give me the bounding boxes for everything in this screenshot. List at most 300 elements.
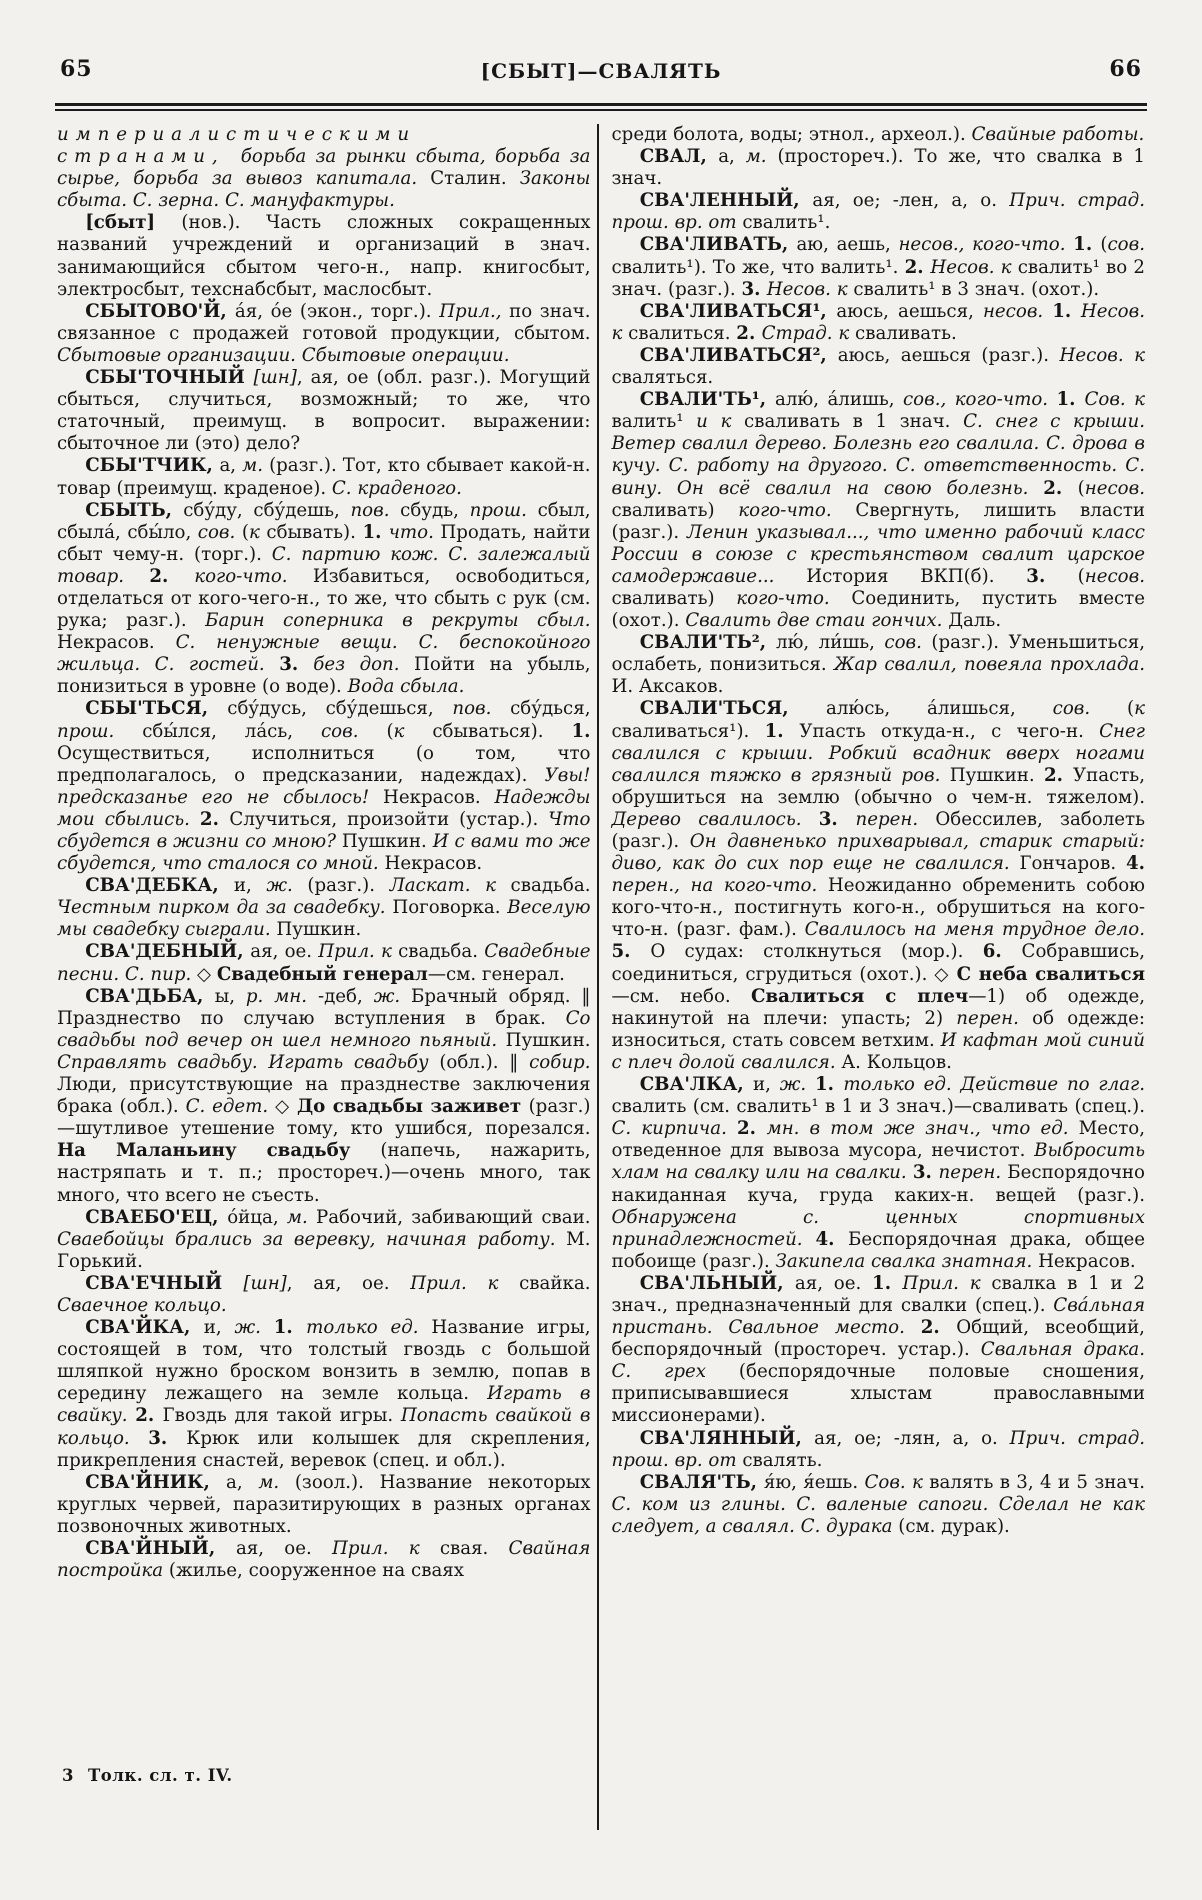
text-segment: СВА'ЙКА,	[85, 1317, 204, 1339]
text-segment: История ВКП(б).	[806, 565, 1027, 587]
text-segment: (	[1077, 477, 1085, 499]
text-segment: Сбытовые организации. Сбытовые операции.	[57, 344, 510, 366]
text-segment: (	[1077, 565, 1085, 587]
dictionary-entry	[57, 1472, 591, 1538]
signature-mark: 3	[62, 1766, 74, 1785]
text-segment: а,	[219, 455, 243, 477]
text-segment: С. ненужные вещи. С. беспокойного жильца. С. гостей.	[57, 632, 591, 676]
text-segment: 2.	[135, 1405, 163, 1427]
text-segment: 1.	[872, 1272, 903, 1294]
text-segment: Законы сбыта. С. зерна. С. мануфактуры.	[57, 168, 591, 212]
text-segment: 3.	[741, 278, 767, 300]
text-segment: СВАЛИ'ТЬСЯ,	[639, 698, 827, 720]
text-segment: Снег свалился с крыши. Робкий всадник вверх ногами свалился тяжко в грязный ров.	[611, 720, 1145, 786]
page-header	[57, 56, 1145, 96]
text-segment: Даль.	[948, 610, 1002, 632]
text-segment: Свадебные песни. С. пир.	[57, 941, 591, 985]
text-segment: Попасть свайкой в кольцо.	[57, 1405, 591, 1449]
dictionary-entry	[612, 632, 1146, 698]
text-segment: и,	[233, 875, 267, 897]
text-segment: СВА'ЙНЫЙ,	[85, 1538, 236, 1559]
text-segment: СБЫ'ТЬСЯ,	[85, 698, 228, 720]
text-segment: М. Горький.	[57, 1228, 591, 1272]
text-segment: свалить (см. свалить¹ в 1 и 3 знач.)—сваливать (спец.).	[611, 1096, 1145, 1118]
text-segment: Прил. к	[902, 1272, 992, 1294]
text-segment: только ед. Действие по	[843, 1074, 1099, 1096]
text-segment: [сбыт]	[85, 212, 182, 234]
text-segment: Пушкин.	[276, 919, 362, 941]
text-segment: (разг.). Уменьшиться, ослабеть, понизиться.	[611, 632, 1145, 676]
text-segment: кого-что.	[194, 565, 313, 587]
text-segment: свадьба.	[510, 875, 591, 897]
text-segment: несов.	[1084, 565, 1145, 587]
text-segment: (нов.). Часть сложных сокращенных названий учреждений и организаций в знач. занимающийся сбытом чего-н., напр. книгосбыт, электросбыт, техснабсбыт, маслосбыт.	[57, 212, 591, 300]
text-segment: несов.	[982, 300, 1053, 322]
text-segment: Пойти на убыль, понизиться в уровне (о воде).	[57, 654, 591, 698]
dictionary-entry	[57, 941, 591, 985]
text-segment: перен., на кого-что.	[611, 875, 828, 897]
text-segment: прош.	[57, 720, 143, 742]
text-segment: Страд. к	[761, 322, 856, 344]
dictionary-entry	[612, 1428, 1146, 1472]
text-segment: пов.	[350, 499, 401, 521]
text-segment: 3.	[148, 1427, 187, 1449]
text-segment: а,	[718, 146, 746, 168]
text-segment: Сваечное кольцо.	[57, 1294, 227, 1316]
text-segment: 1.	[273, 1317, 307, 1339]
text-segment: Сва́льная пристань. Свальное место.	[611, 1294, 1145, 1339]
text-segment: сваливать)	[611, 499, 739, 521]
dictionary-entry	[612, 698, 1146, 1074]
text-segment: СВА'ДЬБА,	[85, 985, 215, 1007]
text-segment: свалить¹.	[742, 212, 831, 234]
text-segment: о́йца,	[227, 1206, 287, 1228]
text-segment: ы,	[214, 985, 246, 1007]
right-column	[599, 124, 1146, 1834]
dictionary-entry	[612, 234, 1146, 300]
text-segment: СВА'ЛИВАТЬ,	[639, 234, 797, 256]
text-segment: Поговорка.	[392, 897, 508, 919]
text-segment: Гончаров.	[1019, 853, 1126, 875]
text-segment: (напечь, нажарить, настряпать и т. п.; простореч.)—очень много, так много, что всего не съесть.	[57, 1140, 591, 1206]
text-segment: Брачный обряд. ‖ Празднество по случаю вступления в брак.	[57, 985, 591, 1029]
text-segment: Свальная драка. С. грех	[611, 1339, 1145, 1383]
text-segment: ж.	[234, 1317, 274, 1339]
text-segment: До свадьбы заживет	[297, 1096, 529, 1118]
text-segment: без доп.	[313, 654, 415, 676]
running-title: [СБЫТ]—СВАЛЯТЬ	[480, 59, 722, 83]
text-segment: империалистическими странами,	[57, 124, 416, 168]
text-segment: свайка.	[519, 1272, 591, 1294]
text-segment: Надежды мои сбылись.	[57, 786, 591, 830]
text-segment: С. ком из глины. С. валеные сапоги. Сделал не как следует, а свалял. С. дурака	[611, 1493, 1145, 1537]
text-segment: -деб,	[317, 985, 374, 1007]
text-segment: глаг.	[1098, 1074, 1146, 1096]
text-segment: ◇	[197, 963, 217, 985]
text-segment: собир.	[529, 1051, 591, 1073]
text-segment: ж.	[266, 875, 308, 897]
text-segment: борьба за рынки сбыта, борьба за сырье, борьба за вывоз капитала.	[57, 146, 591, 190]
dictionary-entry	[612, 146, 1146, 190]
text-segment: м.	[242, 455, 270, 477]
text-segment: свалять.	[742, 1449, 823, 1471]
text-segment: 2.	[736, 1118, 767, 1140]
text-segment: ая, ое; -лен, а, о.	[812, 190, 1010, 212]
text-segment: Прил.,	[439, 300, 510, 322]
text-segment: Несов. к	[930, 256, 1018, 278]
text-segment: 1.	[1056, 389, 1085, 411]
text-segment: к	[248, 521, 267, 543]
text-segment: р. мн.	[245, 985, 318, 1007]
text-segment: свалить¹). То же, что валить¹.	[611, 256, 905, 278]
text-segment: Гвоздь для такой игры.	[162, 1405, 401, 1427]
text-segment: сбы́лся, ла́сь,	[142, 720, 321, 742]
text-segment: Свадебный генерал	[216, 963, 428, 985]
text-segment: , ая, ое (обл. разг.). Могущий сбыться, случиться, возможный; то же, что статочный, преимущ. в вопросит. выражении: сбыточное ли (это) дело?	[57, 367, 591, 455]
text-segment: Закипела свалка знатная.	[775, 1250, 1039, 1272]
text-segment: Несов. к	[611, 300, 1146, 344]
text-segment: алю́, а́лишь,	[775, 389, 903, 411]
text-segment: СВА'ЛИВАТЬСЯ¹,	[639, 300, 837, 322]
text-segment: алю́сь, а́лишься,	[826, 698, 1053, 720]
text-segment: Некрасов.	[383, 786, 495, 808]
text-segment: и,	[753, 1074, 780, 1096]
text-segment: свалиться.	[628, 322, 737, 344]
text-segment: Сваебойцы брались за веревку, начиная работу.	[57, 1228, 567, 1250]
text-segment: Что сбудется в жизни со мною?	[57, 808, 591, 852]
text-segment: к	[1134, 698, 1145, 720]
text-segment: СВА'ЕЧНЫЙ	[85, 1272, 244, 1294]
text-segment: Некрасов.	[384, 853, 483, 875]
text-segment: Сов. к	[1084, 389, 1145, 411]
text-segment: —1) об одежде, накинутой на плечи: упасть; 2)	[611, 985, 1146, 1029]
text-segment: На Маланьину свадьбу	[57, 1140, 381, 1162]
text-segment: СВА'ЛИВАТЬСЯ²,	[639, 344, 838, 366]
text-segment: (беспорядочные половые сношения, приписывавшиеся хлыстам православными миссионерами).	[611, 1361, 1145, 1427]
text-segment: 1.	[1052, 300, 1081, 322]
text-segment: Свалилось на меня трудное дело.	[804, 919, 1145, 941]
text-segment: аю, аешь,	[796, 234, 899, 256]
text-segment: Крюк или колышек для скрепления, прикрепления снастей, веревок (спец. и обл.).	[57, 1427, 591, 1471]
dictionary-entry	[57, 301, 591, 367]
text-segment: сбываться).	[432, 720, 572, 742]
text-segment: кого-что.	[736, 587, 852, 609]
text-segment: сбу́дусь, сбу́дешься,	[227, 698, 453, 720]
text-segment: (разг.).	[307, 875, 390, 897]
text-segment: 1.	[814, 1074, 844, 1096]
text-segment: Общий, всеобщий, беспорядочный (простореч. устар.).	[611, 1317, 1145, 1361]
dictionary-entry	[57, 367, 591, 455]
text-segment: Со свадьбы под вечер он шел немного пьяный.	[57, 1007, 591, 1051]
text-segment: и,	[203, 1317, 235, 1339]
text-segment: Сов. к	[864, 1471, 930, 1493]
text-segment: ж.	[779, 1074, 815, 1096]
text-segment: и к	[696, 411, 745, 433]
text-segment: 5.	[611, 941, 651, 963]
text-segment: Несов. к	[766, 278, 854, 300]
text-segment: (	[1100, 234, 1108, 256]
text-segment: 2.	[1043, 477, 1078, 499]
text-segment: (	[386, 720, 394, 742]
text-segment: об одежде: износиться, стать совсем ветхим.	[611, 1007, 1145, 1051]
left-column	[57, 124, 597, 1834]
text-segment: свалка в 1 и 2 знач., предназначенный для свалки (спец.).	[611, 1272, 1145, 1316]
text-segment: (простореч.). То же, что свалка в 1 знач.	[611, 146, 1145, 190]
text-segment: СБЫТОВО'Й,	[85, 300, 235, 322]
text-segment: валять в 3, 4 и 5 знач.	[929, 1471, 1146, 1493]
text-segment: Обессилев, заболеть (разг.).	[611, 808, 1145, 852]
dictionary-entry	[57, 986, 591, 1207]
text-segment: [шн]	[253, 367, 297, 389]
text-segment: Пушкин.	[341, 831, 433, 852]
text-segment: 2.	[920, 1317, 957, 1339]
text-segment: СВА'ЙНИК,	[85, 1471, 227, 1493]
text-segment: среди болота, воды; этнол., археол.).	[611, 124, 972, 145]
text-segment: [шн]	[243, 1272, 287, 1294]
text-segment: ая, ое.	[235, 1538, 332, 1559]
text-segment: Несов. к	[1059, 344, 1145, 366]
dictionary-entry	[612, 190, 1146, 234]
text-segment: СВАЛИ'ТЬ²,	[639, 632, 777, 654]
text-segment: Обнаружена с. ценных спортивных принадлежностей.	[611, 1206, 1145, 1250]
text-columns	[57, 124, 1145, 1834]
text-segment: аюсь, аешься (разг.).	[837, 344, 1060, 366]
text-segment: ◇	[934, 963, 957, 985]
text-segment: Упасть, обрушиться на землю (обычно о чем-н. тяжелом).	[611, 764, 1145, 808]
text-segment: Играть в свайку.	[57, 1383, 591, 1427]
text-segment: 1.	[1073, 234, 1101, 256]
text-segment: 2.	[904, 256, 931, 278]
text-segment: 2.	[1044, 764, 1073, 786]
text-segment: Свалить две стаи гончих.	[685, 610, 949, 632]
right-page-number: 66	[1109, 56, 1142, 82]
text-segment: (обл.). ‖	[439, 1051, 530, 1073]
text-segment: СВА'ЛЯННЫЙ,	[639, 1427, 815, 1449]
dictionary-entry	[57, 698, 591, 875]
text-segment: (разг.). Тот, кто сбывает какой-н. товар (преимущ. краденое).	[57, 455, 591, 499]
text-segment: свадьба.	[398, 941, 485, 963]
dictionary-entry	[57, 500, 591, 699]
text-segment: Соединить, пустить вместе (охот.).	[611, 587, 1145, 632]
text-segment: (см. дурак).	[898, 1515, 1010, 1537]
text-segment: (	[241, 521, 249, 543]
text-segment: мн. в том же знач., что ед.	[766, 1118, 1079, 1140]
dictionary-entry	[612, 389, 1146, 632]
text-segment: Ласкат. к	[389, 875, 511, 897]
text-segment: Вода сбыла.	[347, 676, 465, 698]
text-segment: Некрасов.	[1038, 1250, 1136, 1272]
text-segment: СВАЛ,	[639, 146, 719, 168]
text-segment: а́я, о́е (экон., торг.).	[234, 300, 440, 322]
text-segment: Дерево свалилось.	[611, 808, 819, 830]
text-segment: СБЫ'ТОЧНЫЙ	[85, 367, 254, 389]
text-segment: —см. небо.	[611, 985, 752, 1007]
text-segment: И с вами то же сбудется, что сталося со мной.	[57, 831, 591, 875]
text-segment: 1.	[362, 521, 389, 543]
text-segment: Справлять свадьбу. Играть свадьбу	[57, 1051, 440, 1073]
text-segment: Пушкин.	[949, 764, 1045, 786]
text-segment: сбу́ду, сбу́дешь,	[183, 499, 351, 521]
text-segment: СБЫТЬ,	[85, 499, 184, 521]
text-segment: Пушкин.	[505, 1029, 591, 1051]
text-segment: только ед.	[306, 1317, 432, 1339]
text-segment: Веселую мы свадебку сыграли.	[57, 897, 591, 941]
text-segment: (зоол.). Название некоторых круглых червей, паразитирующих в разных органах позвоночных животных.	[57, 1471, 591, 1537]
text-segment: сваляться.	[611, 367, 714, 389]
text-segment: по знач. связанное с продажей готовой продукции, сбытом.	[57, 300, 591, 344]
text-segment: м.	[745, 146, 778, 168]
text-segment: С. партию кож. С. залежалый товар.	[57, 543, 591, 587]
text-segment: Выбросить хлам на свалку или на свалки.	[611, 1140, 1145, 1184]
text-segment: СВА'ДЕБНЫЙ,	[85, 941, 251, 963]
text-segment: А. Кольцов.	[841, 1051, 952, 1073]
text-segment: 2.	[736, 322, 762, 344]
text-segment: перен.	[938, 1162, 1008, 1184]
text-segment: Прил. к	[410, 1272, 520, 1294]
text-segment: И. Аксаков.	[611, 676, 724, 698]
text-segment: Место, отведенное для вывоза мусора, нечистот.	[611, 1118, 1146, 1162]
text-segment: СВА'ЛЕННЫЙ,	[639, 190, 813, 212]
text-segment: ж.	[373, 985, 412, 1007]
text-segment: сбу́дься,	[510, 698, 591, 720]
dictionary-entry	[612, 1074, 1146, 1273]
dictionary-entry	[57, 1273, 591, 1317]
text-segment: СВАЕБО'ЕЦ,	[85, 1206, 228, 1228]
text-segment: —см. генерал.	[427, 963, 565, 985]
text-segment: ая, ое; -лян, а, о.	[814, 1427, 1010, 1449]
text-segment: несов.	[1084, 477, 1145, 499]
text-segment: ◇	[275, 1096, 297, 1118]
text-segment: Прич. страд. прош. вр. от	[611, 190, 1145, 234]
text-segment: м.	[258, 1471, 295, 1493]
dictionary-entry	[57, 455, 591, 499]
text-segment: сов.	[1052, 698, 1128, 720]
dictionary-entry	[612, 301, 1146, 345]
text-segment: 3.	[912, 1162, 939, 1184]
text-segment: Люди, присутствующие на празднестве заключения брака (обл.).	[57, 1074, 591, 1118]
dictionary-entry	[57, 1538, 591, 1582]
text-segment: я́ю, я́ешь.	[763, 1471, 865, 1493]
text-segment: сов.	[197, 521, 242, 543]
text-segment: С. едет.	[185, 1096, 276, 1118]
text-segment: сваливать.	[855, 322, 957, 344]
text-segment: Случиться, произойти (устар.).	[229, 808, 549, 830]
text-segment: 1.	[764, 720, 800, 742]
text-segment: 4.	[815, 1228, 848, 1250]
text-segment: О судах: столкнуться (мор.).	[650, 941, 983, 963]
text-segment: несов., кого-что.	[898, 234, 1074, 256]
text-segment: Беспорядочная драка, общее побоище (разг.).	[611, 1228, 1145, 1272]
text-segment: перен.	[956, 1007, 1033, 1029]
text-segment: валить¹	[611, 411, 697, 433]
text-segment: Собравшись, соединиться, сгрудиться (охот.).	[611, 941, 1145, 985]
text-segment: Свергнуть, лишить власти (разг.).	[611, 499, 1145, 543]
text-segment: сов.	[321, 720, 387, 742]
text-segment: 4.	[1125, 853, 1145, 875]
dictionary-entry	[612, 1273, 1146, 1428]
text-segment: свалить¹ в 3 знач. (охот.).	[853, 278, 1100, 300]
left-page-number: 65	[60, 56, 93, 82]
text-segment: С. снег с крыши. Ветер свалил дерево. Болезнь его свалила. С. дрова в кучу. С. работу на другого. С. ответственность. С. вину. Он всё свалил на свою болезнь.	[611, 411, 1146, 499]
text-segment: Беспорядочно накиданная куча, груда каких-н. вещей (разг.).	[611, 1162, 1145, 1206]
text-segment: С. краденого.	[331, 477, 462, 499]
text-segment: сбыл, сбыла́, сбы́ло,	[57, 499, 591, 543]
text-segment: Увы! предсказанье его не сбылось!	[57, 764, 591, 808]
text-segment: Упасть откуда-н., с чего-н.	[799, 720, 1100, 742]
text-segment: сбывать).	[266, 521, 363, 543]
text-segment: м.	[286, 1206, 316, 1228]
text-segment: 3.	[279, 654, 314, 676]
text-segment: лю́, ли́шь,	[776, 632, 885, 654]
text-segment: 2.	[149, 565, 195, 587]
text-segment: (жилье, сооруженное на сваях	[168, 1560, 465, 1582]
text-segment: к	[393, 720, 433, 742]
text-segment: Неожиданно обременить собою кого-что-н., постигнуть кого-н., обрушиться на кого-что-н. (разг. фам.).	[611, 875, 1145, 941]
text-segment: Прич. страд. прош. вр. от	[611, 1427, 1145, 1471]
text-segment: ая, ое.	[794, 1272, 873, 1294]
text-segment: СВА'ЛКА,	[639, 1074, 754, 1096]
text-segment: сваливать в 1 знач.	[744, 411, 964, 433]
text-segment: (разг.)—шутливое утешение тому, кто ушибся, порезался.	[57, 1096, 591, 1140]
text-segment: пов.	[452, 698, 511, 720]
text-segment: а,	[226, 1471, 259, 1493]
text-segment: Продать, найти сбыт чему-н. (торг.).	[57, 521, 591, 565]
text-segment: 1.	[571, 720, 591, 742]
dictionary-entry	[612, 345, 1146, 389]
text-segment: сов., кого-что.	[902, 389, 1057, 411]
text-segment: Барин соперника в рекруты сбыл.	[205, 610, 591, 632]
signature-text: Толк. сл. т. IV.	[87, 1766, 233, 1785]
text-segment: Прил. к	[318, 941, 399, 963]
footer-signature-note	[62, 1766, 233, 1785]
text-segment: (	[1127, 698, 1135, 720]
text-segment: 3.	[818, 808, 856, 830]
text-segment: аюсь, аешься,	[836, 300, 983, 322]
text-segment: перен.	[855, 808, 936, 830]
text-segment: прош.	[469, 499, 538, 521]
text-segment: Название игры, состоящей в том, что толстый гвоздь с большой шляпкой нужно броском вонзить в землю, попав в середину лежащего на земле кольца.	[57, 1317, 591, 1405]
text-segment: Избавиться, освободиться, отделаться от кого-чего-н., то же, что сбыть с рук (см. рука; разг.).	[57, 565, 591, 632]
text-segment: сваливать)	[611, 587, 737, 609]
text-segment: сов.	[1107, 234, 1145, 256]
text-segment: Он давненько прихварывал, старик старый: диво, как до сих пор еще не свалился.	[611, 831, 1145, 875]
text-segment: 3.	[1026, 565, 1078, 587]
text-segment: что.	[388, 521, 441, 543]
text-segment: Свалиться с плеч	[751, 985, 969, 1007]
text-segment: Некрасов.	[57, 632, 176, 654]
text-segment: Осуществиться, исполниться (о том, что предполагалось, о предсказании, надеждах).	[57, 742, 591, 786]
text-segment: Честным пирком да за свадебку.	[57, 897, 393, 919]
text-segment: свая.	[439, 1538, 509, 1559]
text-segment: С. кирпича.	[611, 1118, 737, 1140]
text-segment: кого-что.	[738, 499, 856, 521]
text-segment: Ленин указывал..., что именно рабочий класс России в союзе с крестьянством свалит царское самодержавие...	[611, 521, 1145, 587]
text-segment: ая, ое.	[250, 941, 319, 963]
text-segment: сбудь,	[400, 499, 470, 521]
dictionary-entry	[57, 124, 591, 212]
text-segment: СВА'ЛЬНЫЙ,	[639, 1272, 795, 1294]
dictionary-entry	[612, 1472, 1146, 1538]
text-segment: сов.	[884, 632, 932, 654]
dictionary-entry	[612, 124, 1146, 146]
text-segment: Прил. к	[331, 1538, 440, 1559]
text-segment: СВА'ДЕБКА,	[85, 875, 234, 897]
text-segment: , ая, ое.	[286, 1272, 411, 1294]
text-segment: СВАЛЯ'ТЬ,	[639, 1471, 764, 1493]
dictionary-entry	[57, 1207, 591, 1273]
text-segment: Свайные работы.	[971, 124, 1145, 145]
dictionary-entry	[57, 212, 591, 300]
